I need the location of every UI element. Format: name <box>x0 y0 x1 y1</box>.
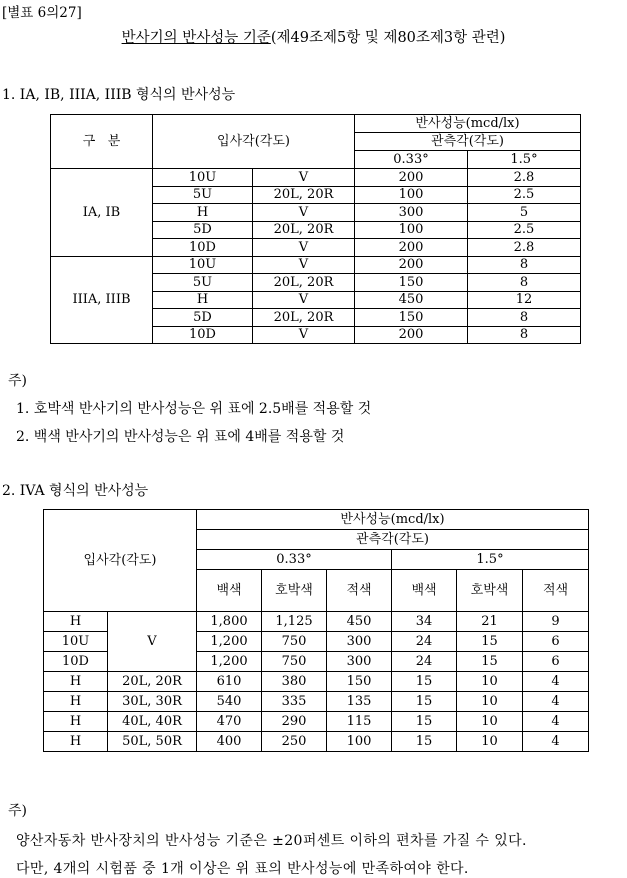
document-label: [별표 6의27] <box>2 5 82 21</box>
vertical-angle: H <box>44 612 108 632</box>
value-cell: 10 <box>457 672 523 692</box>
value-cell: 4 <box>523 712 589 732</box>
vertical-angle: H <box>44 712 108 732</box>
value-cell: 115 <box>327 712 392 732</box>
value-cell: 200 <box>355 169 468 187</box>
header-incidence-angle: 입사각(각도) <box>153 115 355 169</box>
reflex-performance-table-1 <box>50 114 581 344</box>
table-row <box>44 692 589 712</box>
value-cell: 610 <box>197 672 262 692</box>
value-cell: 750 <box>262 652 327 672</box>
value-cell: 300 <box>327 652 392 672</box>
header-observation-angle: 관측각(각도) <box>197 530 589 550</box>
value-cell: 450 <box>355 291 468 309</box>
vertical-angle: 5D <box>153 309 253 327</box>
value-cell: 380 <box>262 672 327 692</box>
horizontal-angle: 20L, 20R <box>253 309 355 327</box>
value-cell: 24 <box>392 652 457 672</box>
note-item: 2. 백색 반사기의 반사성능은 위 표에 4배를 적용할 것 <box>16 429 345 445</box>
title-main: 반사기의 반사성능 기준 <box>121 30 271 46</box>
horizontal-angle: V <box>108 612 197 672</box>
value-cell: 100 <box>327 732 392 752</box>
color-header: 적색 <box>523 570 589 612</box>
value-cell: 24 <box>392 632 457 652</box>
value-cell: 4 <box>523 692 589 712</box>
value-cell: 15 <box>392 672 457 692</box>
value-cell: 150 <box>355 274 468 292</box>
obs-angle-cell: 0.33° <box>355 151 468 169</box>
value-cell: 21 <box>457 612 523 632</box>
obs-angle-cell: 1.5° <box>392 550 589 570</box>
value-cell: 15 <box>457 652 523 672</box>
horizontal-angle: 20L, 20R <box>253 274 355 292</box>
vertical-angle: 10U <box>153 169 253 187</box>
color-header: 백색 <box>197 570 262 612</box>
value-cell: 5 <box>468 204 581 222</box>
horizontal-angle: V <box>253 291 355 309</box>
header-incidence-angle: 입사각(각도) <box>44 510 197 612</box>
value-cell: 2.5 <box>468 221 581 239</box>
obs-angle-cell: 1.5° <box>468 151 581 169</box>
value-cell: 2.5 <box>468 186 581 204</box>
vertical-angle: H <box>44 692 108 712</box>
section2-heading: 2. IVA 형식의 반사성능 <box>2 483 149 499</box>
table-row <box>44 672 589 692</box>
value-cell: 8 <box>468 274 581 292</box>
value-cell: 200 <box>355 326 468 344</box>
value-cell: 750 <box>262 632 327 652</box>
table-row <box>44 712 589 732</box>
vertical-angle: H <box>44 672 108 692</box>
color-header: 백색 <box>392 570 457 612</box>
value-cell: 335 <box>262 692 327 712</box>
vertical-angle: 5U <box>153 274 253 292</box>
value-cell: 8 <box>468 309 581 327</box>
value-cell: 150 <box>327 672 392 692</box>
value-cell: 6 <box>523 652 589 672</box>
horizontal-angle: 20L, 20R <box>253 221 355 239</box>
note-item: 1. 호박색 반사기의 반사성능은 위 표에 2.5배를 적용할 것 <box>16 401 372 417</box>
horizontal-angle: 30L, 30R <box>108 692 197 712</box>
value-cell: 2.8 <box>468 239 581 257</box>
color-header: 호박색 <box>262 570 327 612</box>
value-cell: 2.8 <box>468 169 581 187</box>
vertical-angle: 5U <box>153 186 253 204</box>
note-item: 다만, 4개의 시험품 중 1개 이상은 위 표의 반사성능에 만족하여야 한다. <box>16 861 469 877</box>
value-cell: 15 <box>392 692 457 712</box>
header-reflex-performance: 반사성능(mcd/lx) <box>355 115 581 133</box>
value-cell: 6 <box>523 632 589 652</box>
value-cell: 8 <box>468 326 581 344</box>
value-cell: 4 <box>523 732 589 752</box>
value-cell: 200 <box>355 239 468 257</box>
vertical-angle: H <box>153 204 253 222</box>
value-cell: 450 <box>327 612 392 632</box>
value-cell: 10 <box>457 732 523 752</box>
title-reference: (제49조제5항 및 제80조제3항 관련) <box>270 30 506 46</box>
table-row <box>51 256 581 274</box>
value-cell: 8 <box>468 256 581 274</box>
value-cell: 150 <box>355 309 468 327</box>
color-header: 적색 <box>327 570 392 612</box>
vertical-angle: H <box>153 291 253 309</box>
vertical-angle: 10D <box>153 239 253 257</box>
value-cell: 100 <box>355 186 468 204</box>
value-cell: 10 <box>457 692 523 712</box>
value-cell: 34 <box>392 612 457 632</box>
value-cell: 300 <box>355 204 468 222</box>
value-cell: 135 <box>327 692 392 712</box>
color-header: 호박색 <box>457 570 523 612</box>
value-cell: 15 <box>457 632 523 652</box>
value-cell: 15 <box>392 712 457 732</box>
value-cell: 12 <box>468 291 581 309</box>
value-cell: 10 <box>457 712 523 732</box>
value-cell: 1,200 <box>197 632 262 652</box>
note-item: 양산자동차 반사장치의 반사성능 기준은 ±20퍼센트 이하의 편차를 가질 수 있다. <box>16 833 527 849</box>
value-cell: 1,800 <box>197 612 262 632</box>
vertical-angle: H <box>44 732 108 752</box>
value-cell: 100 <box>355 221 468 239</box>
page-title <box>0 26 627 47</box>
value-cell: 9 <box>523 612 589 632</box>
vertical-angle: 10U <box>153 256 253 274</box>
vertical-angle: 10D <box>153 326 253 344</box>
horizontal-angle: V <box>253 239 355 257</box>
table-row <box>51 169 581 187</box>
vertical-angle: 10D <box>44 652 108 672</box>
group-label: IA, IB <box>51 169 153 257</box>
value-cell: 250 <box>262 732 327 752</box>
header-observation-angle: 관측각(각도) <box>355 133 581 151</box>
value-cell: 470 <box>197 712 262 732</box>
value-cell: 1,200 <box>197 652 262 672</box>
table-row <box>44 612 589 632</box>
value-cell: 200 <box>355 256 468 274</box>
value-cell: 1,125 <box>262 612 327 632</box>
group-label: IIIA, IIIB <box>51 256 153 344</box>
horizontal-angle: 50L, 50R <box>108 732 197 752</box>
value-cell: 400 <box>197 732 262 752</box>
horizontal-angle: V <box>253 169 355 187</box>
reflex-performance-table-2 <box>43 509 589 752</box>
value-cell: 4 <box>523 672 589 692</box>
value-cell: 300 <box>327 632 392 652</box>
section1-heading: 1. IA, IB, IIIA, IIIB 형식의 반사성능 <box>2 87 236 103</box>
vertical-angle: 5D <box>153 221 253 239</box>
note-heading: 주) <box>8 373 27 389</box>
vertical-angle: 10U <box>44 632 108 652</box>
horizontal-angle: V <box>253 326 355 344</box>
horizontal-angle: 20L, 20R <box>108 672 197 692</box>
note-heading: 주) <box>8 803 27 819</box>
header-class: 구 분 <box>51 115 153 169</box>
value-cell: 290 <box>262 712 327 732</box>
obs-angle-cell: 0.33° <box>197 550 392 570</box>
horizontal-angle: 20L, 20R <box>253 186 355 204</box>
value-cell: 15 <box>392 732 457 752</box>
table-row <box>44 732 589 752</box>
header-reflex-performance: 반사성능(mcd/lx) <box>197 510 589 530</box>
horizontal-angle: 40L, 40R <box>108 712 197 732</box>
value-cell: 540 <box>197 692 262 712</box>
horizontal-angle: V <box>253 204 355 222</box>
horizontal-angle: V <box>253 256 355 274</box>
